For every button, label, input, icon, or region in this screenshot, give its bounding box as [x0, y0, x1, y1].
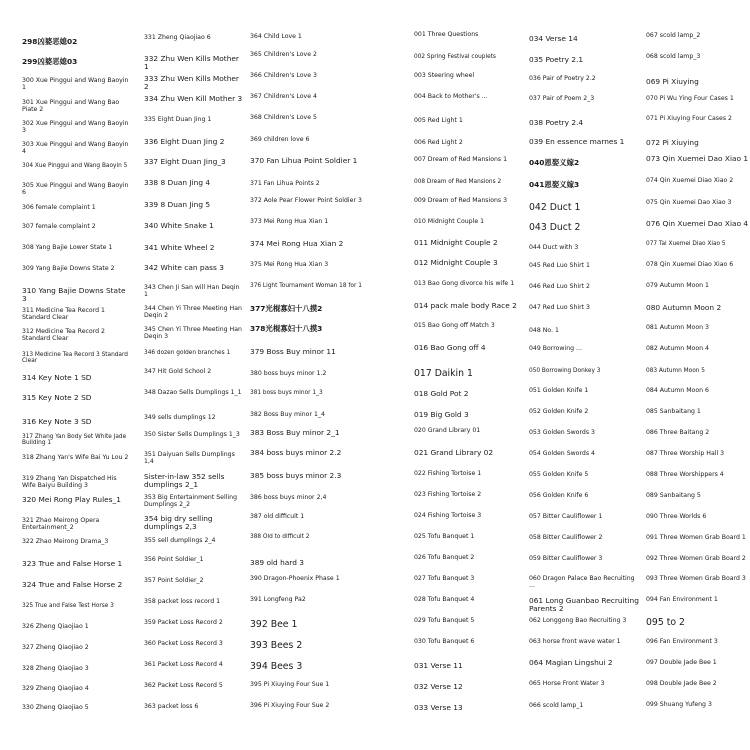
- file-item[interactable]: 022 Fishing Tortoise 1: [414, 470, 482, 477]
- file-item[interactable]: 031 Verse 11: [414, 661, 463, 670]
- file-item[interactable]: 381 boss buys minor 1_3: [250, 390, 323, 396]
- file-item[interactable]: 355 sell dumplings 2_4: [144, 537, 216, 544]
- file-item[interactable]: 094 Fan Environment 1: [646, 596, 718, 603]
- file-item[interactable]: 057 Bitter Cauliflower 1: [529, 513, 603, 520]
- file-item[interactable]: 074 Qin Xuemei Diao Xiao 2: [646, 177, 734, 184]
- file-item[interactable]: 383 Boss Buy minor 2_1: [250, 428, 340, 437]
- file-item[interactable]: 348 Dazao Sells Dumplings 1_1: [144, 389, 242, 396]
- file-item[interactable]: 319 Zhang Yan Dispatched His Wife Baiyu Building 3: [22, 475, 117, 489]
- file-item[interactable]: 088 Three Worshippers 4: [646, 471, 724, 478]
- file-item[interactable]: 376 Light Tournament Woman 18 for 1: [250, 283, 362, 289]
- file-item[interactable]: 075 Qin Xuemei Dao Xiao 3: [646, 199, 732, 206]
- file-item[interactable]: 055 Golden Knife 5: [529, 471, 589, 478]
- file-item[interactable]: 346 dozen golden branches 1: [144, 350, 231, 356]
- file-item[interactable]: 096 Fan Environment 3: [646, 638, 718, 645]
- file-item[interactable]: 388 Old to difficult 2: [250, 534, 310, 540]
- file-item[interactable]: 038 Poetry 2.4: [529, 118, 584, 127]
- file-item[interactable]: 019 Big Gold 3: [414, 410, 469, 419]
- file-item[interactable]: 045 Red Luo Shirt 1: [529, 262, 590, 269]
- file-item[interactable]: 385 boss buys minor 2.3: [250, 471, 342, 480]
- file-item[interactable]: 095 to 2: [646, 617, 685, 628]
- file-item[interactable]: 344 Chen Yi Three Meeting Han Deqin 2: [144, 305, 242, 319]
- file-item[interactable]: 341 White Wheel 2: [144, 243, 215, 252]
- file-item[interactable]: 078 Qin Xuemei Diao Xiao 6: [646, 261, 734, 268]
- file-item[interactable]: 313 Medicine Tea Record 3 Standard Clear: [22, 352, 128, 365]
- file-item[interactable]: 347 Hit Gold School 2: [144, 368, 212, 375]
- file-item[interactable]: 036 Pair of Poetry 2.2: [529, 75, 596, 82]
- file-item[interactable]: 390 Dragon-Phoenix Phase 1: [250, 575, 340, 582]
- file-item[interactable]: Sister-in-law 352 sells dumplings 2_1: [144, 472, 225, 490]
- file-item[interactable]: 318 Zhang Yan's Wife Bai Yu Lou 2: [22, 454, 129, 461]
- file-item[interactable]: 353 Big Entertainment Selling Dumplings 2_2: [144, 494, 237, 508]
- file-item[interactable]: 327 Zheng Qiaojiao 2: [22, 644, 89, 651]
- file-item[interactable]: 054 Golden Swords 4: [529, 450, 595, 457]
- file-item[interactable]: 367 Children's Love 4: [250, 93, 317, 100]
- file-item[interactable]: 093 Three Women Grab Board 3: [646, 575, 746, 582]
- file-item[interactable]: 071 Pi Xiuying Four Cases 2: [646, 115, 732, 122]
- file-item[interactable]: 368 Children's Love 5: [250, 114, 317, 121]
- file-item[interactable]: 393 Bees 2: [250, 640, 303, 651]
- file-item[interactable]: 058 Bitter Cauliflower 2: [529, 534, 603, 541]
- file-item[interactable]: 357 Point Soldier_2: [144, 577, 204, 584]
- file-item[interactable]: 322 Zhao Meirong Drama_3: [22, 538, 109, 545]
- file-item[interactable]: 378光棍寡妇十八摸3: [250, 324, 323, 333]
- file-item[interactable]: 076 Qin Xuemei Dao Xiao 4: [646, 219, 749, 228]
- file-item[interactable]: 308 Yang Bajie Lower State 1: [22, 244, 113, 251]
- file-item[interactable]: 083 Autumn Moon 5: [646, 368, 705, 374]
- file-item[interactable]: 396 Pi Xiuying Four Sue 2: [250, 702, 330, 709]
- file-item[interactable]: 333 Zhu Wen Kills Mother 2: [144, 74, 239, 92]
- file-item[interactable]: 309 Yang Bajie Downs State 2: [22, 265, 115, 272]
- file-item[interactable]: 337 Eight Duan Jing_3: [144, 157, 226, 166]
- file-column: [22, 30, 132, 744]
- file-item[interactable]: 016 Bao Gong off 4: [414, 343, 486, 352]
- file-item[interactable]: 375 Mei Rong Hua Xian 3: [250, 261, 329, 268]
- file-item[interactable]: 364 Child Love 1: [250, 33, 302, 40]
- file-item[interactable]: 017 Daikin 1: [414, 368, 473, 379]
- file-item[interactable]: 015 Bao Gong off Match 3: [414, 322, 495, 329]
- file-item[interactable]: 082 Autumn Moon 4: [646, 345, 709, 352]
- file-item[interactable]: 323 True and False Horse 1: [22, 559, 123, 568]
- file-item[interactable]: 316 Key Note 3 SD: [22, 417, 92, 426]
- file-item[interactable]: 366 Children's Love 3: [250, 72, 317, 79]
- file-item[interactable]: 370 Fan Lihua Point Soldier 1: [250, 156, 358, 165]
- file-item[interactable]: 306 female complaint 1: [22, 204, 96, 211]
- file-column: [529, 30, 641, 744]
- file-item[interactable]: 342 White can pass 3: [144, 263, 224, 272]
- file-item[interactable]: 372 Aole Pear Flower Point Soldier 3: [250, 197, 362, 204]
- file-item[interactable]: 053 Golden Swords 3: [529, 429, 595, 436]
- file-item[interactable]: 023 Fishing Tortoise 2: [414, 491, 482, 498]
- file-item[interactable]: 335 Eight Duan Jing 1: [144, 116, 212, 123]
- file-item[interactable]: 070 Pi Wu Ying Four Cases 1: [646, 95, 734, 102]
- file-item[interactable]: 317 Zhang Yan Body Set White Jade Building 1: [22, 434, 127, 447]
- file-column: [250, 30, 365, 744]
- file-item[interactable]: 334 Zhu Wen Kill Mother 3: [144, 94, 243, 103]
- file-item[interactable]: 358 packet loss record 1: [144, 598, 221, 605]
- file-item[interactable]: 386 boss buys minor 2,4: [250, 494, 327, 501]
- file-item[interactable]: 085 Sanbaitang 1: [646, 408, 701, 415]
- file-item[interactable]: 040恩娶义嫁2: [529, 158, 580, 167]
- file-item[interactable]: 328 Zheng Qiaojiao 3: [22, 665, 89, 672]
- file-item[interactable]: 377光棍寡妇十八摸2: [250, 304, 323, 313]
- file-item[interactable]: 089 Sanbaitang 5: [646, 492, 701, 499]
- file-item[interactable]: 084 Autumn Moon 6: [646, 387, 709, 394]
- file-item[interactable]: 063 horse front wave water 1: [529, 638, 621, 645]
- file-item[interactable]: 395 Pi Xiuying Four Sue 1: [250, 681, 330, 688]
- file-item[interactable]: 037 Pair of Poem 2_3: [529, 95, 595, 102]
- file-item[interactable]: 092 Three Women Grab Board 2: [646, 555, 746, 562]
- file-item[interactable]: 069 Pi Xiuying: [646, 77, 699, 86]
- file-item[interactable]: 002 Spring Festival couplets: [414, 54, 496, 60]
- file-item[interactable]: 365 Children's Love 2: [250, 51, 317, 58]
- file-item[interactable]: 394 Bees 3: [250, 661, 303, 672]
- file-item[interactable]: 033 Verse 13: [414, 703, 463, 712]
- file-item[interactable]: 086 Three Baitang 2: [646, 429, 710, 436]
- file-item[interactable]: 043 Duct 2: [529, 222, 581, 233]
- file-item[interactable]: 304 Xue Pinggui and Wang Baoyin 5: [22, 163, 128, 169]
- file-item[interactable]: 068 scold lamp_3: [646, 53, 701, 60]
- file-item[interactable]: 312 Medicine Tea Record 2 Standard Clear: [22, 328, 105, 342]
- file-item[interactable]: 066 scold lamp_1: [529, 702, 584, 709]
- file-item[interactable]: 360 Packet Loss Record 3: [144, 640, 223, 647]
- file-item[interactable]: 099 Shuang Yufeng 3: [646, 701, 712, 708]
- file-item[interactable]: 097 Double Jade Bee 1: [646, 659, 717, 666]
- file-item[interactable]: 052 Golden Knife 2: [529, 408, 589, 415]
- file-item[interactable]: 389 old hard 3: [250, 558, 304, 567]
- file-item[interactable]: 369 children love 6: [250, 136, 310, 143]
- file-item[interactable]: 003 Steering wheel: [414, 72, 475, 79]
- file-item[interactable]: 392 Bee 1: [250, 619, 298, 630]
- file-item[interactable]: 001 Three Questions: [414, 31, 479, 38]
- file-item[interactable]: 059 Bitter Cauliflower 3: [529, 555, 603, 562]
- file-item[interactable]: 012 Midnight Couple 3: [414, 258, 498, 267]
- file-item[interactable]: 305 Xue Pinggui and Wang Baoyin 6: [22, 182, 129, 196]
- file-item[interactable]: 007 Dream of Red Mansions 1: [414, 156, 508, 163]
- file-item[interactable]: 048 No. 1: [529, 327, 559, 334]
- file-item[interactable]: 363 packet loss 6: [144, 703, 199, 710]
- file-item[interactable]: 004 Back to Mother's ...: [414, 93, 488, 100]
- file-item[interactable]: 026 Tofu Banquet 2: [414, 554, 475, 561]
- file-item[interactable]: 391 Longfeng Pa2: [250, 596, 306, 603]
- file-item[interactable]: 361 Packet Loss Record 4: [144, 661, 223, 668]
- file-item[interactable]: 380 boss buys minor 1.2: [250, 370, 327, 377]
- file-item[interactable]: 343 Chen Ji San will Han Deqin 1: [144, 284, 240, 298]
- file-item[interactable]: 362 Packet Loss Record 5: [144, 682, 223, 689]
- file-item[interactable]: 302 Xue Pinggui and Wang Baoyin 3: [22, 120, 129, 134]
- file-item[interactable]: 298凶婆恶媳02: [22, 37, 78, 46]
- file-item[interactable]: 008 Dream of Red Mansions 2: [414, 179, 502, 185]
- file-item[interactable]: 034 Verse 14: [529, 34, 578, 43]
- file-item[interactable]: 041恩娶义嫁3: [529, 180, 580, 189]
- file-item[interactable]: 330 Zheng Qiaojiao 5: [22, 704, 89, 711]
- file-item[interactable]: 326 Zheng Qiaojiao 1: [22, 623, 89, 630]
- file-item[interactable]: 061 Long Guanbao Recruiting Parents 2: [529, 596, 639, 614]
- file-item[interactable]: 303 Xue Pinggui and Wang Baoyin 4: [22, 141, 129, 155]
- file-item[interactable]: 329 Zheng Qiaojiao 4: [22, 685, 89, 692]
- file-item[interactable]: 301 Xue Pinggui and Wang Bao Piate 2: [22, 99, 120, 113]
- file-item[interactable]: 005 Red Light 1: [414, 117, 463, 124]
- file-item[interactable]: 006 Red Light 2: [414, 139, 463, 146]
- file-item[interactable]: 332 Zhu Wen Kills Mother 1: [144, 54, 239, 72]
- file-item[interactable]: 384 boss buys minor 2.2: [250, 448, 342, 457]
- file-column: [414, 30, 524, 744]
- file-item[interactable]: 081 Autumn Moon 3: [646, 324, 709, 331]
- file-item[interactable]: 340 White Snake 1: [144, 221, 214, 230]
- file-item[interactable]: 064 Magian Lingshui 2: [529, 658, 613, 667]
- file-item[interactable]: 065 Horse Front Water 3: [529, 680, 605, 687]
- file-item[interactable]: 374 Mei Rong Hua Xian 2: [250, 239, 344, 248]
- file-item[interactable]: 080 Autumn Moon 2: [646, 303, 722, 312]
- file-item[interactable]: 030 Tofu Banquet 6: [414, 638, 475, 645]
- file-item[interactable]: 046 Red Luo Shirt 2: [529, 283, 590, 290]
- file-item[interactable]: 349 sells dumplings 12: [144, 414, 216, 421]
- file-item[interactable]: 310 Yang Bajie Downs State 3: [22, 286, 126, 304]
- file-item[interactable]: 315 Key Note 2 SD: [22, 393, 92, 402]
- file-item[interactable]: 047 Red Luo Shirt 3: [529, 304, 590, 311]
- file-item[interactable]: 079 Autumn Moon 1: [646, 282, 709, 289]
- file-column: [144, 30, 244, 744]
- file-item[interactable]: 010 Midnight Couple 1: [414, 218, 485, 225]
- file-item[interactable]: 073 Qin Xuemei Dao Xiao 1: [646, 154, 749, 163]
- file-item[interactable]: 320 Mei Rong Play Rules_1: [22, 495, 121, 504]
- file-item[interactable]: 032 Verse 12: [414, 682, 463, 691]
- file-item[interactable]: 336 Eight Duan Jing 2: [144, 137, 225, 146]
- file-item[interactable]: 300 Xue Pinggui and Wang Baoyin 1: [22, 77, 129, 91]
- file-item[interactable]: 371 Fan Lihua Points 2: [250, 180, 320, 187]
- file-column: [646, 30, 750, 744]
- file-item[interactable]: 020 Grand Library 01: [414, 427, 481, 434]
- file-item[interactable]: 018 Gold Pot 2: [414, 389, 469, 398]
- file-item[interactable]: 013 Bao Gong divorce his wife 1: [414, 280, 515, 287]
- file-item[interactable]: 098 Double Jade Bee 2: [646, 680, 717, 687]
- file-item[interactable]: 350 Sister Sells Dumplings 1_3: [144, 431, 240, 438]
- file-item[interactable]: 087 Three Worship Hall 3: [646, 450, 725, 457]
- file-item[interactable]: 345 Chen Yi Three Meeting Han Deqin 3: [144, 326, 242, 340]
- file-item[interactable]: 072 Pi Xiuying: [646, 138, 699, 147]
- file-item[interactable]: 351 Daiyuan Sells Dumplings 1,4: [144, 451, 235, 465]
- file-item[interactable]: 028 Tofu Banquet 4: [414, 596, 475, 603]
- file-item[interactable]: 062 Longgong Bao Recruiting 3: [529, 617, 627, 624]
- file-item[interactable]: 027 Tofu Banquet 3: [414, 575, 475, 582]
- file-item[interactable]: 050 Borrowing Donkey 3: [529, 368, 601, 374]
- file-item[interactable]: 331 Zheng Qiaojiao 6: [144, 34, 211, 41]
- file-item[interactable]: 056 Golden Knife 6: [529, 492, 589, 499]
- file-item[interactable]: 325 True and False Test Horse 3: [22, 603, 114, 609]
- file-item[interactable]: 324 True and False Horse 2: [22, 580, 123, 589]
- file-item[interactable]: 039 En essence marnes 1: [529, 137, 625, 146]
- file-item[interactable]: 091 Three Women Grab Board 1: [646, 534, 746, 541]
- file-item[interactable]: 067 scold lamp_2: [646, 32, 701, 39]
- file-item[interactable]: 354 big dry selling dumplings 2,3: [144, 514, 213, 532]
- file-item[interactable]: 314 Key Note 1 SD: [22, 373, 92, 382]
- file-item[interactable]: 024 Fishing Tortoise 3: [414, 512, 482, 519]
- file-item[interactable]: 042 Duct 1: [529, 202, 581, 213]
- file-item[interactable]: 359 Packet Loss Record 2: [144, 619, 223, 626]
- file-item[interactable]: 379 Boss Buy minor 11: [250, 347, 336, 356]
- file-item[interactable]: 090 Three Worlds 6: [646, 513, 707, 520]
- file-item[interactable]: 035 Poetry 2.1: [529, 55, 584, 64]
- file-item[interactable]: 014 pack male body Race 2: [414, 301, 517, 310]
- file-item[interactable]: 060 Dragon Palace Bao Recruiting ...: [529, 575, 635, 589]
- file-item[interactable]: 373 Mei Rong Hua Xian 1: [250, 218, 329, 225]
- file-item[interactable]: 011 Midnight Couple 2: [414, 238, 498, 247]
- file-item[interactable]: 299凶婆恶媳03: [22, 57, 78, 66]
- file-item[interactable]: 029 Tofu Banquet 5: [414, 617, 475, 624]
- file-item[interactable]: 382 Boss Buy minor 1_4: [250, 411, 325, 418]
- file-item[interactable]: 321 Zhao Meirong Opera Entertainment_2: [22, 517, 100, 531]
- file-item[interactable]: 311 Medicine Tea Record 1 Standard Clear: [22, 307, 105, 321]
- file-item[interactable]: 009 Dream of Red Mansions 3: [414, 197, 508, 204]
- file-item[interactable]: 338 8 Duan Jing 4: [144, 178, 211, 187]
- file-item[interactable]: 051 Golden Knife 1: [529, 387, 589, 394]
- file-item[interactable]: 339 8 Duan Jing 5: [144, 200, 211, 209]
- file-item[interactable]: 044 Duct with 3: [529, 244, 579, 251]
- file-item[interactable]: 049 Borrowing ...: [529, 345, 582, 352]
- file-item[interactable]: 021 Grand Library 02: [414, 448, 494, 457]
- file-item[interactable]: 077 Tai Xuemei Diao Xiao 5: [646, 241, 726, 247]
- file-item[interactable]: 387 old difficult 1: [250, 513, 305, 520]
- file-item[interactable]: 307 female complaint 2: [22, 223, 96, 230]
- file-item[interactable]: 025 Tofu Banquet 1: [414, 533, 475, 540]
- file-item[interactable]: 356 Point Soldier_1: [144, 556, 204, 563]
